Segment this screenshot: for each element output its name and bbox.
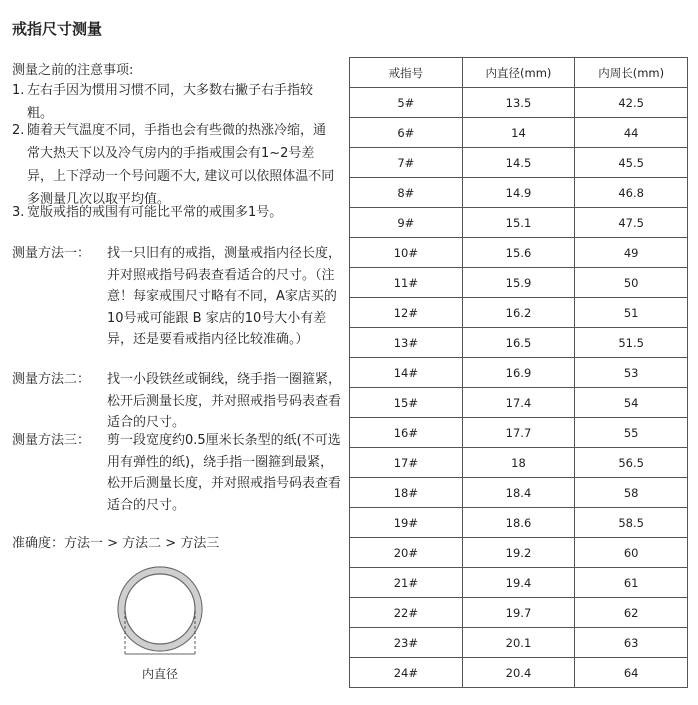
ring-size-table: [349, 57, 688, 688]
table-header-row: [350, 58, 688, 88]
table-row: [350, 358, 688, 388]
diameter-cell: 19.2: [462, 538, 575, 568]
method-label: 测量方法二：: [12, 372, 91, 387]
size-cell: 10#: [350, 238, 463, 268]
table-row: [350, 208, 688, 238]
ring-outer-edge: [118, 567, 202, 651]
diameter-cell: 17.4: [462, 388, 575, 418]
note-text: 左右手因为惯用习惯不同，大多数右撇子右手指较粗。: [27, 83, 314, 121]
table-row: [350, 658, 688, 688]
size-cell: 24#: [350, 658, 463, 688]
method-one: [12, 243, 342, 351]
size-cell: 19#: [350, 508, 463, 538]
diameter-cell: 17.7: [462, 418, 575, 448]
method-label: 测量方法一：: [12, 246, 91, 261]
circumference-cell: 56.5: [575, 448, 688, 478]
diameter-cell: 18.6: [462, 508, 575, 538]
method-three: [12, 430, 342, 516]
size-cell: 22#: [350, 598, 463, 628]
accuracy-note: 准确度：方法一 > 方法二 > 方法三: [12, 536, 220, 551]
table-row: [350, 478, 688, 508]
ring-inner-edge: [125, 574, 195, 644]
circumference-cell: 46.8: [575, 178, 688, 208]
table-row: [350, 508, 688, 538]
notes-heading: 测量之前的注意事项:: [12, 63, 134, 78]
circumference-cell: 51.5: [575, 328, 688, 358]
method-text: 找一只旧有的戒指，测量戒指内径长度，并对照戒指号码表查看适合的尺寸。（注意！每家戒围尺寸略有不同，A家店买的10号戒可能跟 B 家店的10号大小有差异，还是要看戒指内径比较准确。）: [107, 246, 342, 347]
table-body: [350, 88, 688, 688]
circumference-cell: 58: [575, 478, 688, 508]
diameter-cell: 14: [462, 118, 575, 148]
note-number: 1.: [12, 83, 25, 98]
diameter-cell: 18.4: [462, 478, 575, 508]
circumference-cell: 49: [575, 238, 688, 268]
note-item: [12, 119, 338, 211]
size-cell: 20#: [350, 538, 463, 568]
note-number: 3.: [12, 205, 25, 220]
page-title: 戒指尺寸测量: [12, 20, 103, 38]
size-cell: 18#: [350, 478, 463, 508]
table-row: [350, 388, 688, 418]
diameter-cell: 16.2: [462, 298, 575, 328]
diameter-cell: 16.9: [462, 358, 575, 388]
size-cell: 5#: [350, 88, 463, 118]
size-cell: 16#: [350, 418, 463, 448]
diameter-cell: 20.1: [462, 628, 575, 658]
size-cell: 11#: [350, 268, 463, 298]
size-cell: 13#: [350, 328, 463, 358]
table-row: [350, 538, 688, 568]
size-cell: 21#: [350, 568, 463, 598]
table-row: [350, 148, 688, 178]
circumference-cell: 61: [575, 568, 688, 598]
size-cell: 12#: [350, 298, 463, 328]
size-cell: 15#: [350, 388, 463, 418]
method-label: 测量方法三：: [12, 433, 91, 448]
note-text: 宽版戒指的戒围有可能比平常的戒围多1号。: [27, 205, 283, 220]
column-header-size: 戒指号: [350, 58, 463, 88]
table-row: [350, 628, 688, 658]
diameter-cell: 14.5: [462, 148, 575, 178]
table-row: [350, 268, 688, 298]
ring-band: [122, 571, 199, 648]
table-row: [350, 448, 688, 478]
table-row: [350, 298, 688, 328]
table-row: [350, 238, 688, 268]
table-row: [350, 418, 688, 448]
size-cell: 14#: [350, 358, 463, 388]
diameter-cell: 19.7: [462, 598, 575, 628]
circumference-cell: 45.5: [575, 148, 688, 178]
table-row: [350, 118, 688, 148]
circumference-cell: 54: [575, 388, 688, 418]
ring-caption: 内直径: [141, 667, 178, 681]
diameter-cell: 20.4: [462, 658, 575, 688]
table-row: [350, 178, 688, 208]
column-header-diameter: 内直径(mm): [462, 58, 575, 88]
circumference-cell: 63: [575, 628, 688, 658]
size-cell: 8#: [350, 178, 463, 208]
diameter-cell: 15.1: [462, 208, 575, 238]
circumference-cell: 53: [575, 358, 688, 388]
diameter-cell: 14.9: [462, 178, 575, 208]
size-cell: 7#: [350, 148, 463, 178]
table-row: [350, 568, 688, 598]
note-text: 随着天气温度不同，手指也会有些微的热涨冷缩，通常大热天下以及冷气房内的手指戒围会有1~2号差异，上下浮动一个号问题不大, 建议可以依照体温不同多测量几次以取平均值。: [27, 123, 335, 207]
diameter-cell: 16.5: [462, 328, 575, 358]
circumference-cell: 42.5: [575, 88, 688, 118]
diameter-cell: 13.5: [462, 88, 575, 118]
circumference-cell: 44: [575, 118, 688, 148]
circumference-cell: 55: [575, 418, 688, 448]
size-cell: 17#: [350, 448, 463, 478]
size-cell: 6#: [350, 118, 463, 148]
diameter-cell: 18: [462, 448, 575, 478]
diameter-cell: 15.6: [462, 238, 575, 268]
diameter-cell: 15.9: [462, 268, 575, 298]
circumference-cell: 50: [575, 268, 688, 298]
circumference-cell: 47.5: [575, 208, 688, 238]
size-cell: 9#: [350, 208, 463, 238]
circumference-cell: 62: [575, 598, 688, 628]
circumference-cell: 51: [575, 298, 688, 328]
method-text: 找一小段铁丝或铜线，绕手指一圈箍紧，松开后测量长度，并对照戒指号码表查看适合的尺寸。: [107, 372, 342, 430]
circumference-cell: 58.5: [575, 508, 688, 538]
note-item: [12, 201, 338, 224]
circumference-cell: 60: [575, 538, 688, 568]
table-row: [350, 88, 688, 118]
circumference-cell: 64: [575, 658, 688, 688]
size-cell: 23#: [350, 628, 463, 658]
column-header-circumference: 内周长(mm): [575, 58, 688, 88]
table-row: [350, 328, 688, 358]
method-text: 剪一段宽度约0.5厘米长条型的纸(不可选用有弹性的纸)，绕手指一圈箍到最紧，松开后测量长度，并对照戒指号码表查看适合的尺寸。: [107, 433, 342, 513]
table-row: [350, 598, 688, 628]
diameter-cell: 19.4: [462, 568, 575, 598]
method-two: [12, 369, 342, 434]
note-number: 2.: [12, 123, 25, 138]
